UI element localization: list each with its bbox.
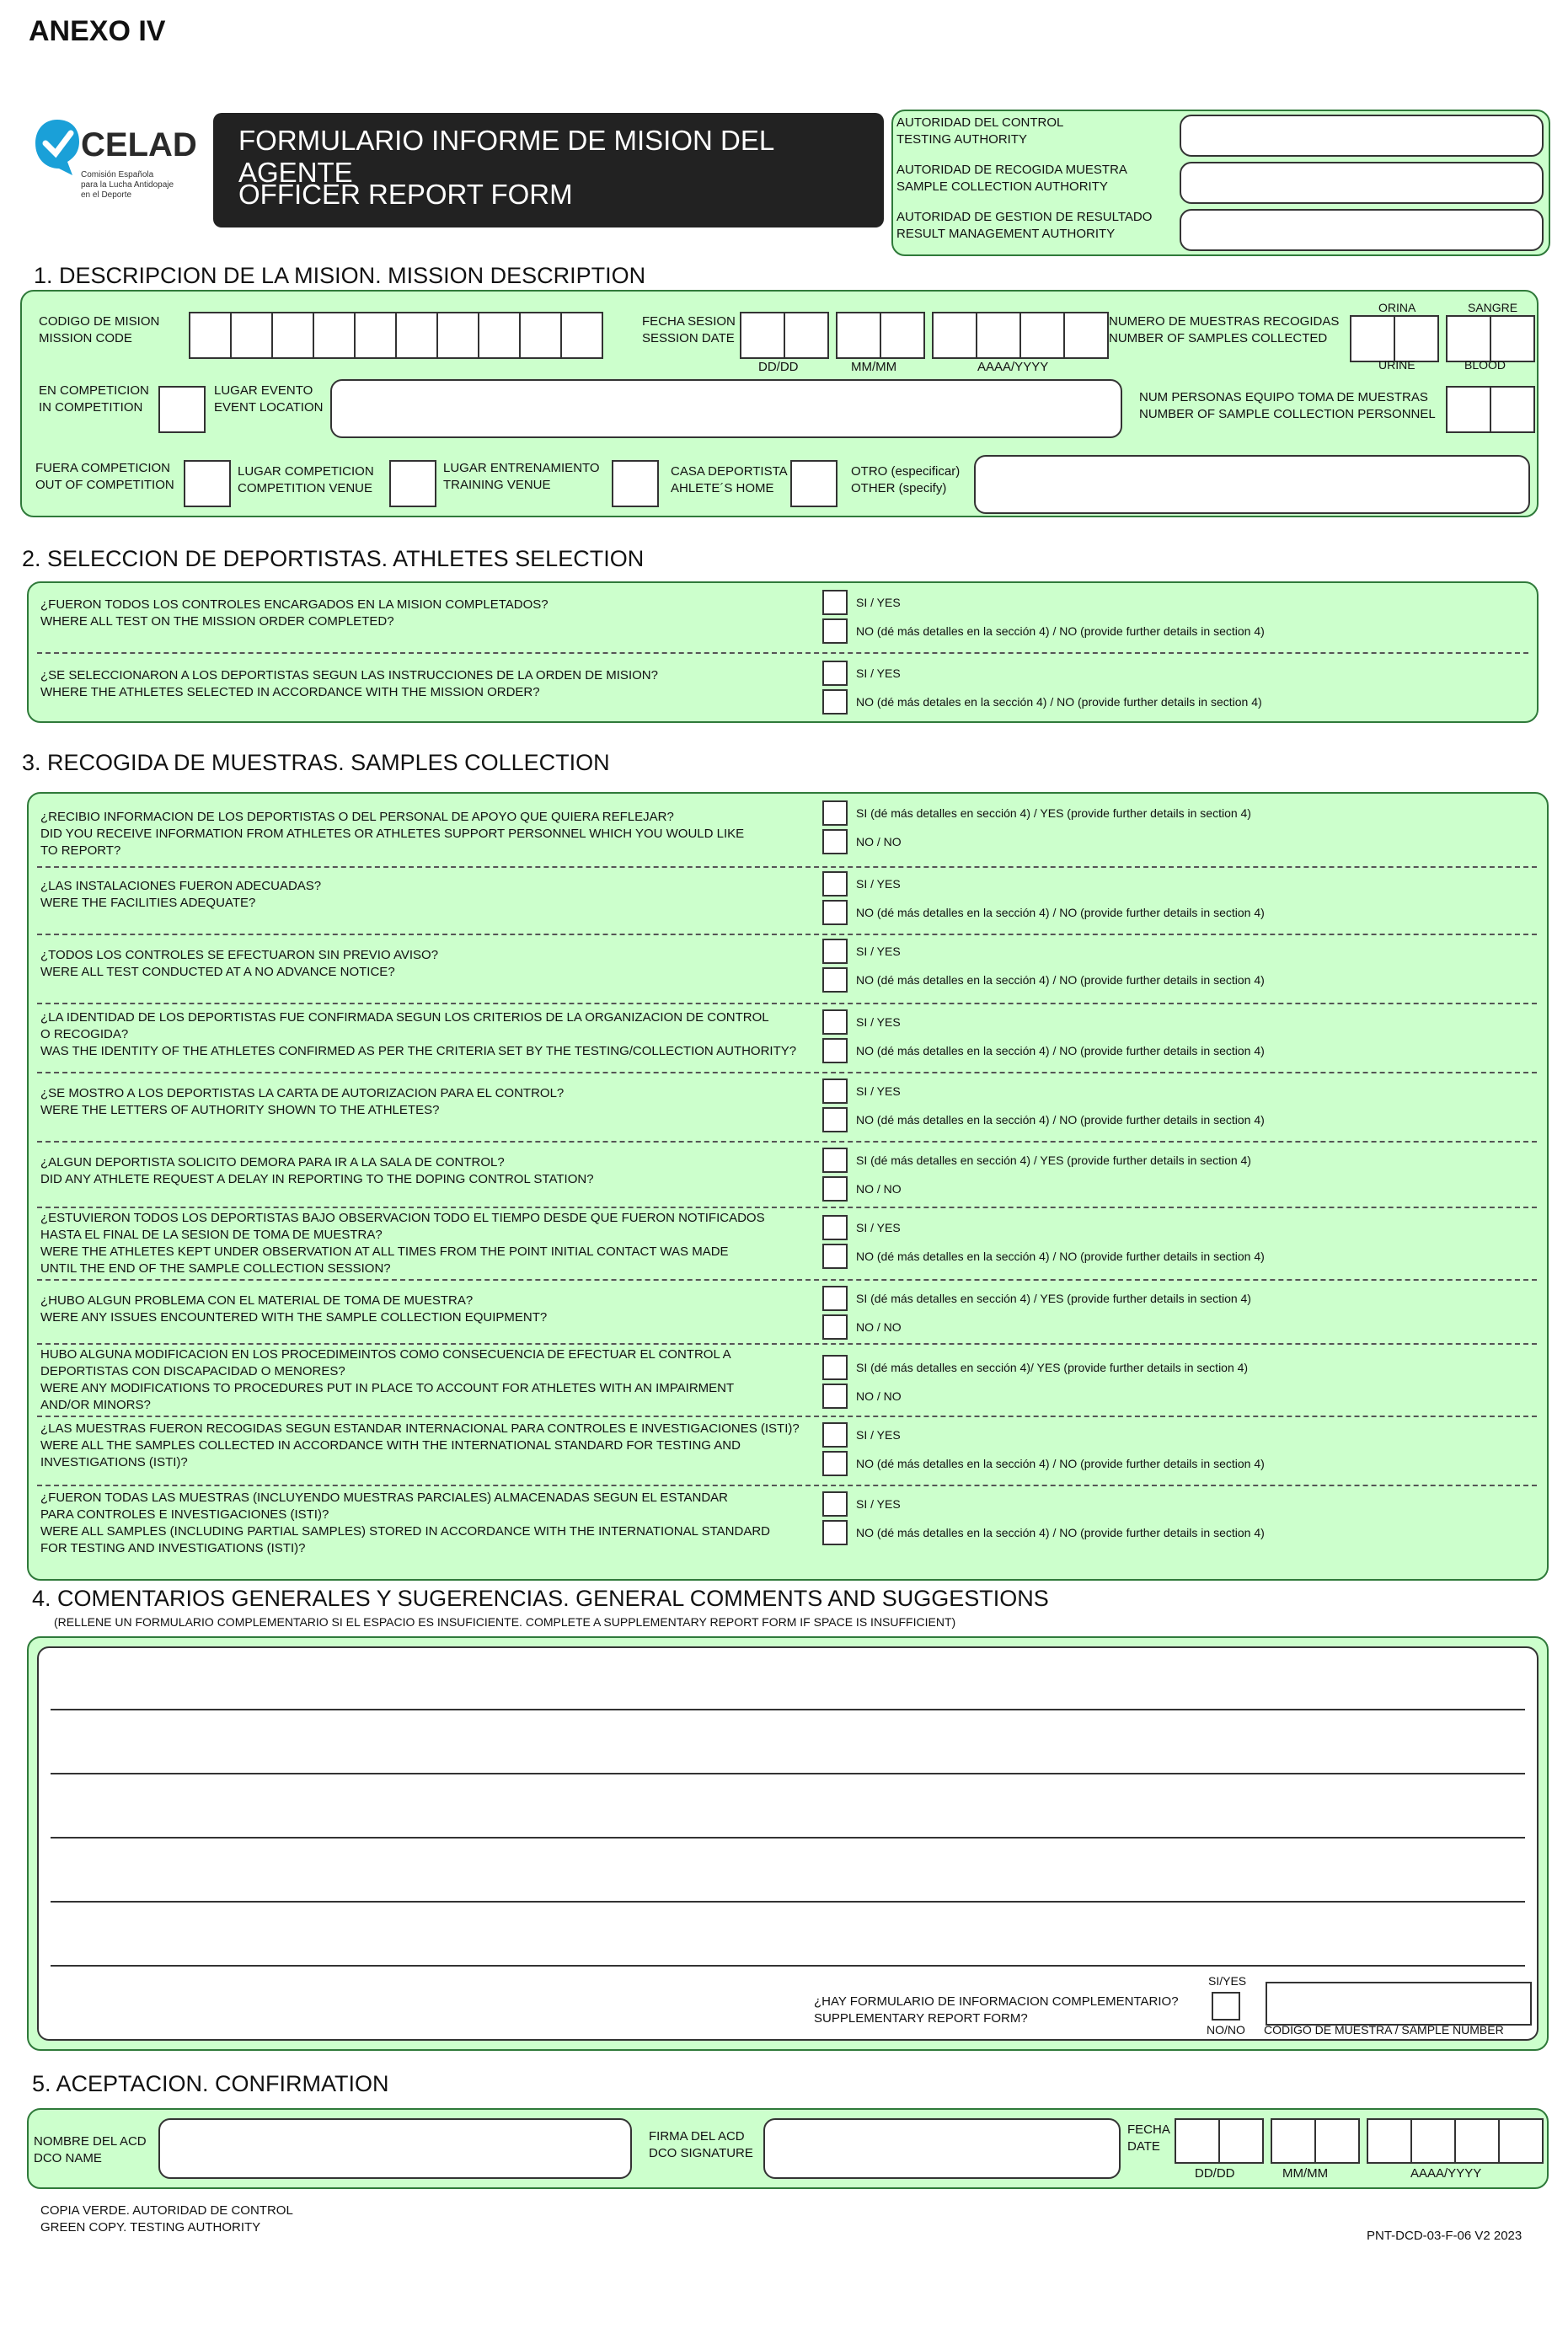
date-cell[interactable] [976, 312, 1021, 359]
answer-label: NO (dé más detalles en la sección 4) / NO (provide further details in section 4) [856, 973, 1265, 987]
confirmation-date-cells [1175, 2118, 1544, 2164]
answer-label: NO (dé más detales en la sección 4) / NO (provide further details in section 4) [856, 695, 1262, 709]
answer-label: SI (dé más detalles en sección 4) / YES (provide further details in section 4) [856, 1292, 1251, 1305]
divider [37, 866, 1537, 868]
mission-code-cell[interactable] [560, 312, 603, 359]
s3-question: ¿SE MOSTRO A LOS DEPORTISTAS LA CARTA DE AUTORIZACION PARA EL CONTROL? WERE THE LETTERS OF AUTHORITY SHOWN TO THE ATHLETES? [40, 1086, 565, 1117]
mission-code-cell[interactable] [230, 312, 273, 359]
session-date-label: FECHA SESION SESSION DATE [642, 314, 736, 345]
s3-q3-yes-checkbox[interactable] [822, 939, 848, 964]
s3-question: ¿HUBO ALGUN PROBLEMA CON EL MATERIAL DE TOMA DE MUESTRA? WERE ANY ISSUES ENCOUNTERED WITH THE SAMPLE COLLECTION EQUIPMENT? [40, 1293, 548, 1325]
out-competition-label: FUERA COMPETICION OUT OF COMPETITION [35, 461, 174, 492]
divider [37, 652, 1528, 654]
s2-q1-yes-checkbox[interactable] [822, 590, 848, 615]
divider [37, 1072, 1537, 1073]
mission-code-cell[interactable] [354, 312, 397, 359]
mission-code-cell[interactable] [478, 312, 521, 359]
section3-panel [27, 792, 1549, 1581]
celad-logo-icon [34, 118, 81, 177]
personnel-count-cell[interactable] [1490, 386, 1535, 433]
authority-label-result: AUTORIDAD DE GESTION DE RESULTADO RESULT MANAGEMENT AUTHORITY [896, 210, 1153, 241]
comment-line [51, 1837, 1525, 1839]
title-en: OFFICER REPORT FORM [238, 179, 573, 210]
annex-label: ANEXO IV [29, 15, 166, 47]
answer-label: NO / NO [856, 1182, 902, 1196]
dd-label: DD/DD [1195, 2166, 1235, 2181]
date-label: FECHA DATE [1127, 2122, 1170, 2154]
answer-label: NO (dé más detalles en la sección 4) / NO (provide further details in section 4) [856, 1457, 1265, 1470]
form-title-banner [213, 113, 884, 227]
s3-q11-no-checkbox[interactable] [822, 1520, 848, 1545]
athlete-home-label: CASA DEPORTISTA AHLETE´S HOME [671, 464, 788, 495]
supplementary-form-question: ¿HAY FORMULARIO DE INFORMACION COMPLEMENTARIO? SUPPLEMENTARY REPORT FORM? [814, 1994, 1179, 2026]
collection-authority-field[interactable] [1180, 162, 1544, 204]
answer-label: NO / NO [856, 1320, 902, 1334]
mission-code-cell[interactable] [436, 312, 479, 359]
divider [37, 1207, 1537, 1208]
blood-count-cell[interactable] [1490, 315, 1535, 362]
dco-name-field[interactable] [158, 2118, 632, 2179]
date-cell[interactable] [1498, 2118, 1544, 2164]
date-cell[interactable] [1063, 312, 1109, 359]
s3-q7-yes-checkbox[interactable] [822, 1215, 848, 1240]
divider [37, 1485, 1537, 1486]
num-personnel-label: NUM PERSONAS EQUIPO TOMA DE MUESTRAS NUMBER OF SAMPLE COLLECTION PERSONNEL [1139, 390, 1436, 421]
copy-note: COPIA VERDE. AUTORIDAD DE CONTROL GREEN COPY. TESTING AUTHORITY [40, 2203, 293, 2235]
s3-q10-no-checkbox[interactable] [822, 1451, 848, 1476]
s3-question: ¿LAS INSTALACIONES FUERON ADECUADAS? WERE THE FACILITIES ADEQUATE? [40, 879, 322, 910]
mission-code-cell[interactable] [189, 312, 232, 359]
s3-q2-yes-checkbox[interactable] [822, 871, 848, 897]
answer-label: SI / YES [856, 596, 901, 609]
answer-label: NO / NO [856, 835, 902, 848]
section5-heading: 5. ACEPTACION. CONFIRMATION [32, 2071, 389, 2096]
mission-code-cells [189, 312, 603, 359]
date-cell[interactable] [740, 312, 785, 359]
section4-note: (RELLENE UN FORMULARIO COMPLEMENTARIO SI EL ESPACIO ES INSUFICIENTE. COMPLETE A SUPPLEMENTARY REPORT FORM IF SPACE IS INSUFFICIENT) [54, 1615, 956, 1629]
mission-code-cell[interactable] [395, 312, 438, 359]
date-cell[interactable] [1314, 2118, 1360, 2164]
s3-q3-no-checkbox[interactable] [822, 967, 848, 993]
date-cell[interactable] [1271, 2118, 1316, 2164]
s3-question: ¿RECIBIO INFORMACION DE LOS DEPORTISTAS O DEL PERSONAL DE APOYO QUE QUIERA REFLEJAR? DID YOU RECEIVE INFORMATION FROM ATHLETES OR ATHLETES SUPPORT PERSONNEL WHICH YOU WOULD LIKE TO REPORT? [40, 810, 745, 858]
s3-q7-no-checkbox[interactable] [822, 1244, 848, 1269]
answer-label: SI / YES [856, 1084, 901, 1098]
answer-label: NO (dé más detalles en la sección 4) / NO (provide further details in section 4) [856, 906, 1265, 919]
answer-label: NO (dé más detalles en la sección 4) / NO (provide further details in section 4) [856, 1044, 1265, 1057]
s3-q8-no-checkbox[interactable] [822, 1314, 848, 1340]
sample-number-label: CODIGO DE MUESTRA / SAMPLE NUMBER [1264, 2023, 1504, 2037]
blood-label: BLOOD [1464, 358, 1506, 372]
section4-heading: 4. COMENTARIOS GENERALES Y SUGERENCIAS. GENERAL COMMENTS AND SUGGESTIONS [32, 1586, 1049, 1611]
authority-label-testing: AUTORIDAD DEL CONTROL TESTING AUTHORITY [896, 115, 1064, 147]
section2-heading: 2. SELECCION DE DEPORTISTAS. ATHLETES SELECTION [22, 546, 645, 571]
logo-subtitle: Comisión Española para la Lucha Antidopaje en el Deporte [81, 170, 174, 200]
divider [37, 1416, 1537, 1417]
other-label: OTRO (especificar) OTHER (specify) [851, 464, 961, 495]
section2-panel [27, 581, 1539, 723]
athlete-home-checkbox[interactable] [790, 460, 838, 507]
training-venue-checkbox[interactable] [612, 460, 659, 507]
mm-label: MM/MM [851, 360, 897, 374]
divider [37, 1141, 1537, 1143]
testing-authority-field[interactable] [1180, 115, 1544, 157]
section1-panel [20, 290, 1539, 517]
urine-count-cell[interactable] [1350, 315, 1395, 362]
yyyy-label: AAAA/YYYY [1410, 2166, 1482, 2181]
s3-q2-no-checkbox[interactable] [822, 900, 848, 925]
logo-name: CELAD [81, 126, 197, 163]
answer-label: SI / YES [856, 1015, 901, 1029]
s3-q9-yes-checkbox[interactable] [822, 1355, 848, 1380]
nono-label: NO/NO [1207, 2023, 1245, 2037]
comment-line [51, 1773, 1525, 1774]
mission-code-cell[interactable] [519, 312, 562, 359]
s3-q1-no-checkbox[interactable] [822, 829, 848, 854]
s3-q8-yes-checkbox[interactable] [822, 1286, 848, 1311]
mission-code-cell[interactable] [313, 312, 356, 359]
s3-question: ¿TODOS LOS CONTROLES SE EFECTUARON SIN PREVIO AVISO? WERE ALL TEST CONDUCTED AT A NO ADVANCE NOTICE? [40, 948, 439, 979]
s3-question: ¿LA IDENTIDAD DE LOS DEPORTISTAS FUE CONFIRMADA SEGUN LOS CRITERIOS DE LA ORGANIZACION DE CONTROL O RECOGIDA? WAS THE IDENTITY OF THE ATHLETES CONFIRMED AS PER THE CRITERIA SET BY THE TESTING/COLLECTION AUTHORITY? [40, 1010, 797, 1058]
training-venue-label: LUGAR ENTRENAMIENTO TRAINING VENUE [443, 461, 600, 492]
dco-signature-field[interactable] [763, 2118, 1121, 2179]
in-competition-label: EN COMPETICION IN COMPETITION [39, 383, 149, 415]
competition-venue-label: LUGAR COMPETICION COMPETITION VENUE [238, 464, 374, 495]
answer-label: SI / YES [856, 945, 901, 958]
s3-question: ¿ALGUN DEPORTISTA SOLICITO DEMORA PARA IR A LA SALA DE CONTROL? DID ANY ATHLETE REQUEST A DELAY IN REPORTING TO THE DOPING CONTROL STATION? [40, 1155, 594, 1186]
date-cell[interactable] [1218, 2118, 1264, 2164]
s3-question: ¿LAS MUESTRAS FUERON RECOGIDAS SEGUN ESTANDAR INTERNACIONAL PARA CONTROLES E INVESTIGACIONES (ISTI)? WERE ALL THE SAMPLES COLLECTED IN ACCORDANCE WITH THE INTERNATIONAL STANDARD FOR TESTING AND INVESTIGATIONS (ISTI)? [40, 1421, 800, 1469]
celad-logo [34, 118, 197, 211]
dco-signature-label: FIRMA DEL ACD DCO SIGNATURE [649, 2129, 753, 2160]
s3-q4-no-checkbox[interactable] [822, 1038, 848, 1063]
s2-q2-no-checkbox[interactable] [822, 689, 848, 715]
s2-question: ¿SE SELECCIONARON A LOS DEPORTISTAS SEGUN LAS INSTRUCCIONES DE LA ORDEN DE MISION? WHERE THE ATHLETES SELECTED IN ACCORDANCE WITH THE MISSION ORDER? [40, 668, 658, 699]
personnel-count-cell[interactable] [1446, 386, 1491, 433]
authority-label-collection: AUTORIDAD DE RECOGIDA MUESTRA SAMPLE COLLECTION AUTHORITY [896, 163, 1127, 194]
section1-heading: 1. DESCRIPCION DE LA MISION. MISSION DESCRIPTION [34, 263, 646, 288]
answer-label: NO / NO [856, 1389, 902, 1403]
section3-heading: 3. RECOGIDA DE MUESTRAS. SAMPLES COLLECTION [22, 750, 610, 775]
s3-question: ¿FUERON TODAS LAS MUESTRAS (INCLUYENDO MUESTRAS PARCIALES) ALMACENADAS SEGUN EL ESTANDAR PARA CONTROLES E INVESTIGACIONES (ISTI)? WERE ALL SAMPLES (INCLUDING PARTIAL SAMPLES) STORED IN ACCORDANCE WITH THE INTERNATIONAL STANDARD FOR TESTING AND INVESTIGATIONS (ISTI)? [40, 1491, 770, 1555]
urine-count-cell[interactable] [1394, 315, 1439, 362]
date-cell[interactable] [1454, 2118, 1500, 2164]
s3-q9-no-checkbox[interactable] [822, 1384, 848, 1409]
s3-q10-yes-checkbox[interactable] [822, 1422, 848, 1448]
divider [37, 1003, 1537, 1004]
num-samples-label: NUMERO DE MUESTRAS RECOGIDAS NUMBER OF SAMPLES COLLECTED [1109, 314, 1340, 345]
out-competition-checkbox[interactable] [184, 460, 231, 507]
samples-count-cells [1350, 315, 1535, 362]
s3-q5-no-checkbox[interactable] [822, 1107, 848, 1132]
s3-q6-no-checkbox[interactable] [822, 1176, 848, 1202]
mm-label: MM/MM [1282, 2166, 1329, 2181]
urine-label: URINE [1378, 358, 1415, 372]
date-cell[interactable] [784, 312, 829, 359]
personnel-count-cells [1446, 386, 1535, 433]
answer-label: NO (dé más detalles en la sección 4) / NO (provide further details in section 4) [856, 1250, 1265, 1263]
section4-panel [27, 1636, 1549, 2051]
event-location-field[interactable] [330, 379, 1122, 438]
s2-q1-no-checkbox[interactable] [822, 618, 848, 644]
answer-label: SI (dé más detalles en sección 4) / YES (provide further details in section 4) [856, 806, 1251, 820]
date-cell[interactable] [1410, 2118, 1456, 2164]
mission-code-label: CODIGO DE MISION MISSION CODE [39, 314, 160, 345]
answer-label: SI / YES [856, 1221, 901, 1234]
divider [37, 1279, 1537, 1281]
in-competition-checkbox[interactable] [158, 386, 206, 433]
s2-q2-yes-checkbox[interactable] [822, 661, 848, 686]
s2-question: ¿FUERON TODOS LOS CONTROLES ENCARGADOS EN LA MISION COMPLETADOS? WHERE ALL TEST ON THE MISSION ORDER COMPLETED? [40, 597, 549, 629]
session-date-cells [740, 312, 1109, 359]
s3-q4-yes-checkbox[interactable] [822, 1009, 848, 1035]
answer-label: SI (dé más detalles en sección 4) / YES (provide further details in section 4) [856, 1153, 1251, 1167]
answer-label: SI / YES [856, 877, 901, 891]
comment-line [51, 1709, 1525, 1710]
sample-number-field[interactable] [1266, 1982, 1532, 2026]
event-location-label: LUGAR EVENTO EVENT LOCATION [214, 383, 324, 415]
dd-label: DD/DD [758, 360, 799, 374]
date-cell[interactable] [932, 312, 977, 359]
result-authority-field[interactable] [1180, 209, 1544, 251]
date-cell[interactable] [880, 312, 925, 359]
s3-question: ¿ESTUVIERON TODOS LOS DEPORTISTAS BAJO OBSERVACION TODO EL TIEMPO DESDE QUE FUERON NOTIFICADOS HASTA EL FINAL DE LA SESION DE TOMA DE MUESTRA? WERE THE ATHLETES KEPT UNDER OBSERVATION AT ALL TIMES FROM THE POINT INITIAL CONTACT WAS MADE UNTIL THE END OF THE SAMPLE COLLECTION SESSION? [40, 1211, 765, 1276]
divider [37, 1343, 1537, 1345]
date-cell[interactable] [1019, 312, 1065, 359]
divider [37, 934, 1537, 935]
dco-name-label: NOMBRE DEL ACD DCO NAME [34, 2134, 147, 2165]
s3-q11-yes-checkbox[interactable] [822, 1491, 848, 1517]
orina-label: ORINA [1378, 301, 1416, 314]
yyyy-label: AAAA/YYYY [977, 360, 1049, 374]
competition-venue-checkbox[interactable] [389, 460, 436, 507]
mission-code-cell[interactable] [271, 312, 314, 359]
comment-line [51, 1965, 1525, 1967]
sangre-label: SANGRE [1468, 301, 1518, 314]
s3-q1-yes-checkbox[interactable] [822, 800, 848, 826]
answer-label: SI / YES [856, 1497, 901, 1511]
authorities-panel [891, 110, 1550, 256]
answer-label: NO (dé más detalles en la sección 4) / NO (provide further details in section 4) [856, 624, 1265, 638]
answer-label: NO (dé más detalles en la sección 4) / NO (provide further details in section 4) [856, 1526, 1265, 1539]
siyes-label: SI/YES [1208, 1974, 1247, 1988]
title-es: FORMULARIO INFORME DE MISION DEL AGENTE [238, 125, 773, 188]
date-cell[interactable] [1175, 2118, 1220, 2164]
document-code: PNT-DCD-03-F-06 V2 2023 [1367, 2229, 1523, 2243]
answer-label: SI (dé más detalles en sección 4)/ YES (provide further details in section 4) [856, 1361, 1249, 1374]
date-cell[interactable] [1367, 2118, 1412, 2164]
comment-line [51, 1901, 1525, 1903]
answer-label: SI / YES [856, 666, 901, 680]
date-cell[interactable] [836, 312, 881, 359]
s3-question: HUBO ALGUNA MODIFICACION EN LOS PROCEDIMEINTOS COMO CONSECUENCIA DE EFECTUAR EL CONTROL A DEPORTISTAS CON DISCAPACIDAD O MENORES? WERE ANY MODIFICATIONS TO PROCEDURES PUT IN PLACE TO ACCOUNT FOR ATHLETES WITH AN IMPAIRMENT AND/OR MINORS? [40, 1347, 735, 1412]
comments-area[interactable] [37, 1646, 1539, 2041]
s3-q5-yes-checkbox[interactable] [822, 1079, 848, 1104]
other-specify-field[interactable] [974, 455, 1530, 514]
section5-panel [27, 2108, 1549, 2189]
supplementary-form-checkbox[interactable] [1212, 1992, 1240, 2021]
blood-count-cell[interactable] [1446, 315, 1491, 362]
answer-label: SI / YES [856, 1428, 901, 1442]
answer-label: NO (dé más detalles en la sección 4) / NO (provide further details in section 4) [856, 1113, 1265, 1127]
s3-q6-yes-checkbox[interactable] [822, 1148, 848, 1173]
